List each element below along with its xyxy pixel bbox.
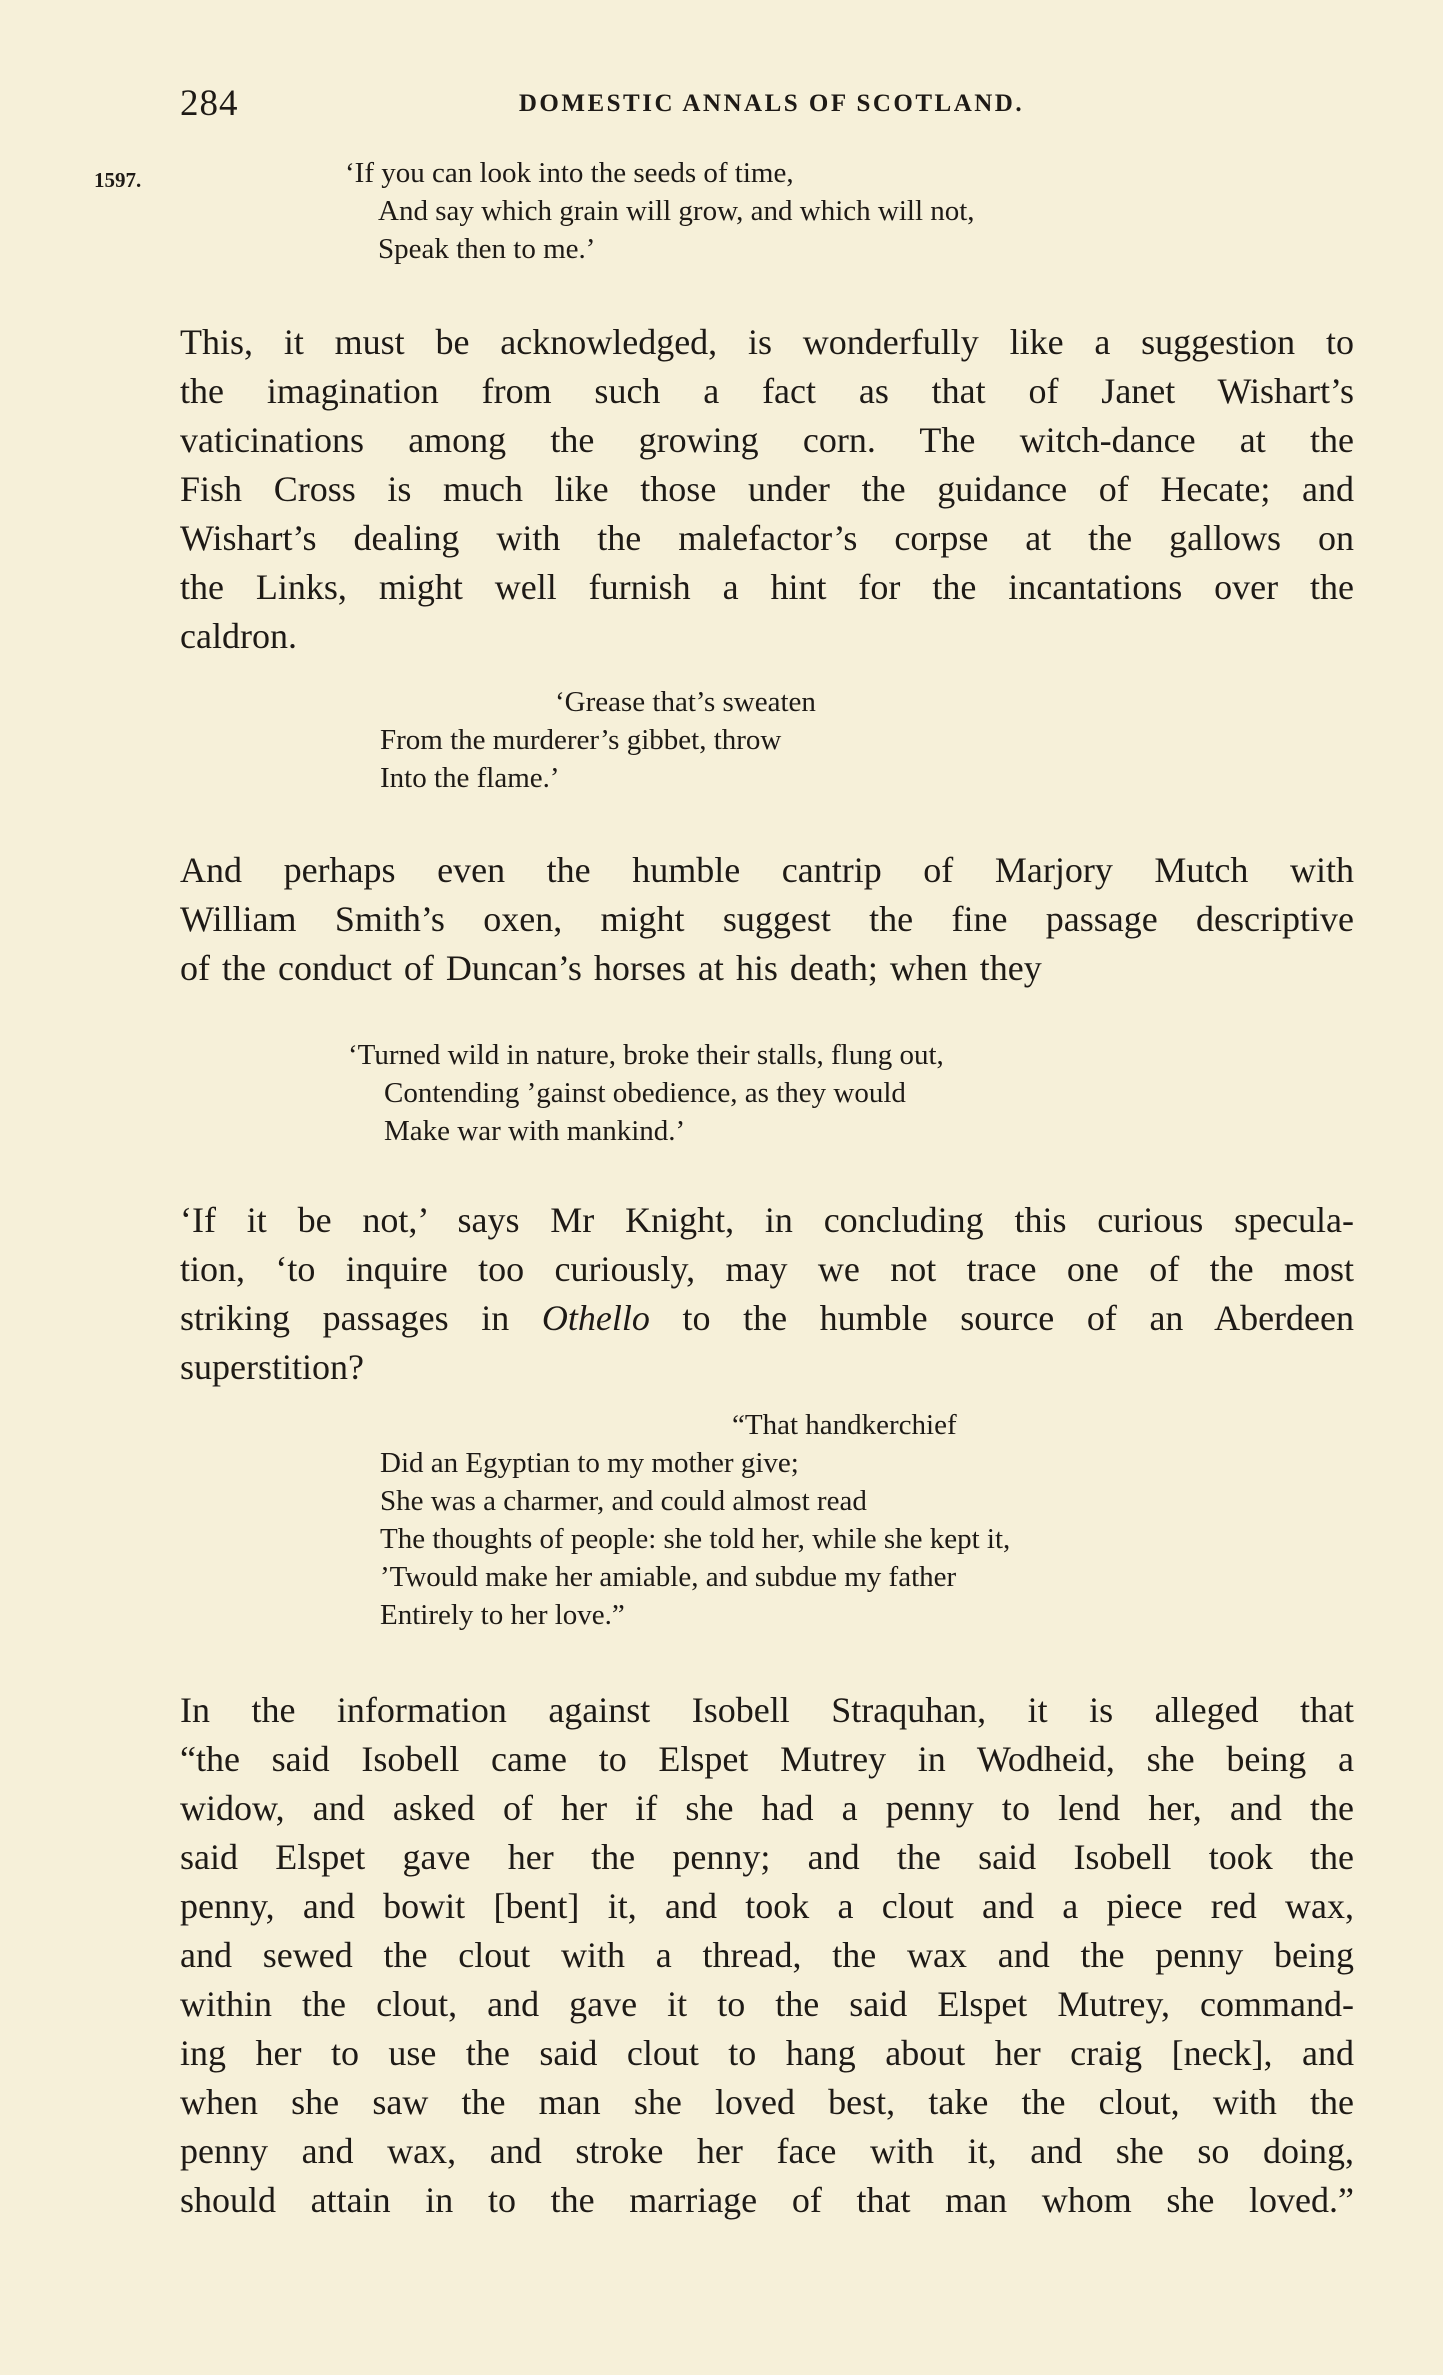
text-line: when she saw the man she loved best, take the clout, with the [180, 2082, 1354, 2122]
text-segment: striking passages in [180, 1298, 542, 1338]
verse-line: Speak then to me.’ [378, 233, 596, 265]
page-number: 284 [180, 83, 239, 124]
verse-quote-2 [380, 683, 816, 797]
text-line: superstition? [180, 1347, 364, 1387]
text-line: tion, ‘to inquire too curiously, may we not trace one of the most [180, 1249, 1354, 1289]
paragraph-4 [180, 1686, 1354, 2225]
text-line: the imagination from such a fact as that of Janet Wishart’s [180, 371, 1354, 411]
margin-year: 1597. [94, 168, 142, 192]
text-line [180, 1294, 1354, 1343]
text-line: ‘If it be not,’ says Mr Knight, in concluding this curious specula- [180, 1200, 1354, 1240]
paragraph-2 [180, 846, 1354, 993]
verse-line: ‘Turned wild in nature, broke their stalls, flung out, [348, 1039, 944, 1071]
text-line: vaticinations among the growing corn. The witch-dance at the [180, 420, 1354, 460]
verse-line: Did an Egyptian to my mother give; [380, 1447, 799, 1479]
verse-line: The thoughts of people: she told her, while she kept it, [380, 1523, 1011, 1555]
text-line: should attain in to the marriage of that man whom she loved.” [180, 2180, 1354, 2220]
text-segment: to the humble source of an Aberdeen [649, 1298, 1354, 1338]
paragraph-3 [180, 1196, 1354, 1392]
text-line: widow, and asked of her if she had a penny to lend her, and the [180, 1788, 1354, 1828]
text-line: penny, and bowit [bent] it, and took a clout and a piece red wax, [180, 1886, 1354, 1926]
verse-quote-1 [345, 154, 975, 268]
verse-line: ‘Grease that’s sweaten [555, 686, 816, 718]
text-line: In the information against Isobell Straquhan, it is alleged that [180, 1690, 1354, 1730]
text-line: of the conduct of Duncan’s horses at his death; when they [180, 948, 1042, 988]
text-line: said Elspet gave her the penny; and the said Isobell took the [180, 1837, 1354, 1877]
verse-quote-3 [348, 1036, 944, 1150]
paragraph-1 [180, 318, 1354, 661]
verse-line: “That handkerchief [732, 1409, 957, 1441]
text-line: William Smith’s oxen, might suggest the fine passage descriptive [180, 899, 1354, 939]
verse-line: ’Twould make her amiable, and subdue my father [380, 1561, 957, 1593]
verse-line: Entirely to her love.” [380, 1599, 625, 1631]
verse-line: Contending ’gainst obedience, as they would [384, 1077, 906, 1109]
text-line: ing her to use the said clout to hang about her craig [neck], and [180, 2033, 1354, 2073]
verse-line: And say which grain will grow, and which will not, [378, 195, 975, 227]
text-line: Wishart’s dealing with the malefactor’s corpse at the gallows on [180, 518, 1354, 558]
text-line: and sewed the clout with a thread, the wax and the penny being [180, 1935, 1354, 1975]
verse-line: Into the flame.’ [380, 762, 560, 794]
text-line: caldron. [180, 616, 297, 656]
text-line: penny and wax, and stroke her face with it, and she so doing, [180, 2131, 1354, 2171]
verse-line: ‘If you can look into the seeds of time, [345, 157, 794, 189]
text-line: “the said Isobell came to Elspet Mutrey in Wodheid, she being a [180, 1739, 1354, 1779]
text-line: And perhaps even the humble cantrip of Marjory Mutch with [180, 850, 1354, 890]
text-line: within the clout, and gave it to the said Elspet Mutrey, command- [180, 1984, 1354, 2024]
italic-title: Othello [541, 1298, 650, 1338]
verse-quote-4 [380, 1406, 1010, 1634]
text-line: the Links, might well furnish a hint for the incantations over the [180, 567, 1354, 607]
text-line: Fish Cross is much like those under the guidance of Hecate; and [180, 469, 1354, 509]
verse-line: Make war with mankind.’ [384, 1115, 686, 1147]
text-line: This, it must be acknowledged, is wonderfully like a suggestion to [180, 322, 1354, 362]
running-head: DOMESTIC ANNALS OF SCOTLAND. [518, 90, 1025, 117]
verse-line: She was a charmer, and could almost read [380, 1485, 867, 1517]
verse-line: From the murderer’s gibbet, throw [380, 724, 782, 756]
